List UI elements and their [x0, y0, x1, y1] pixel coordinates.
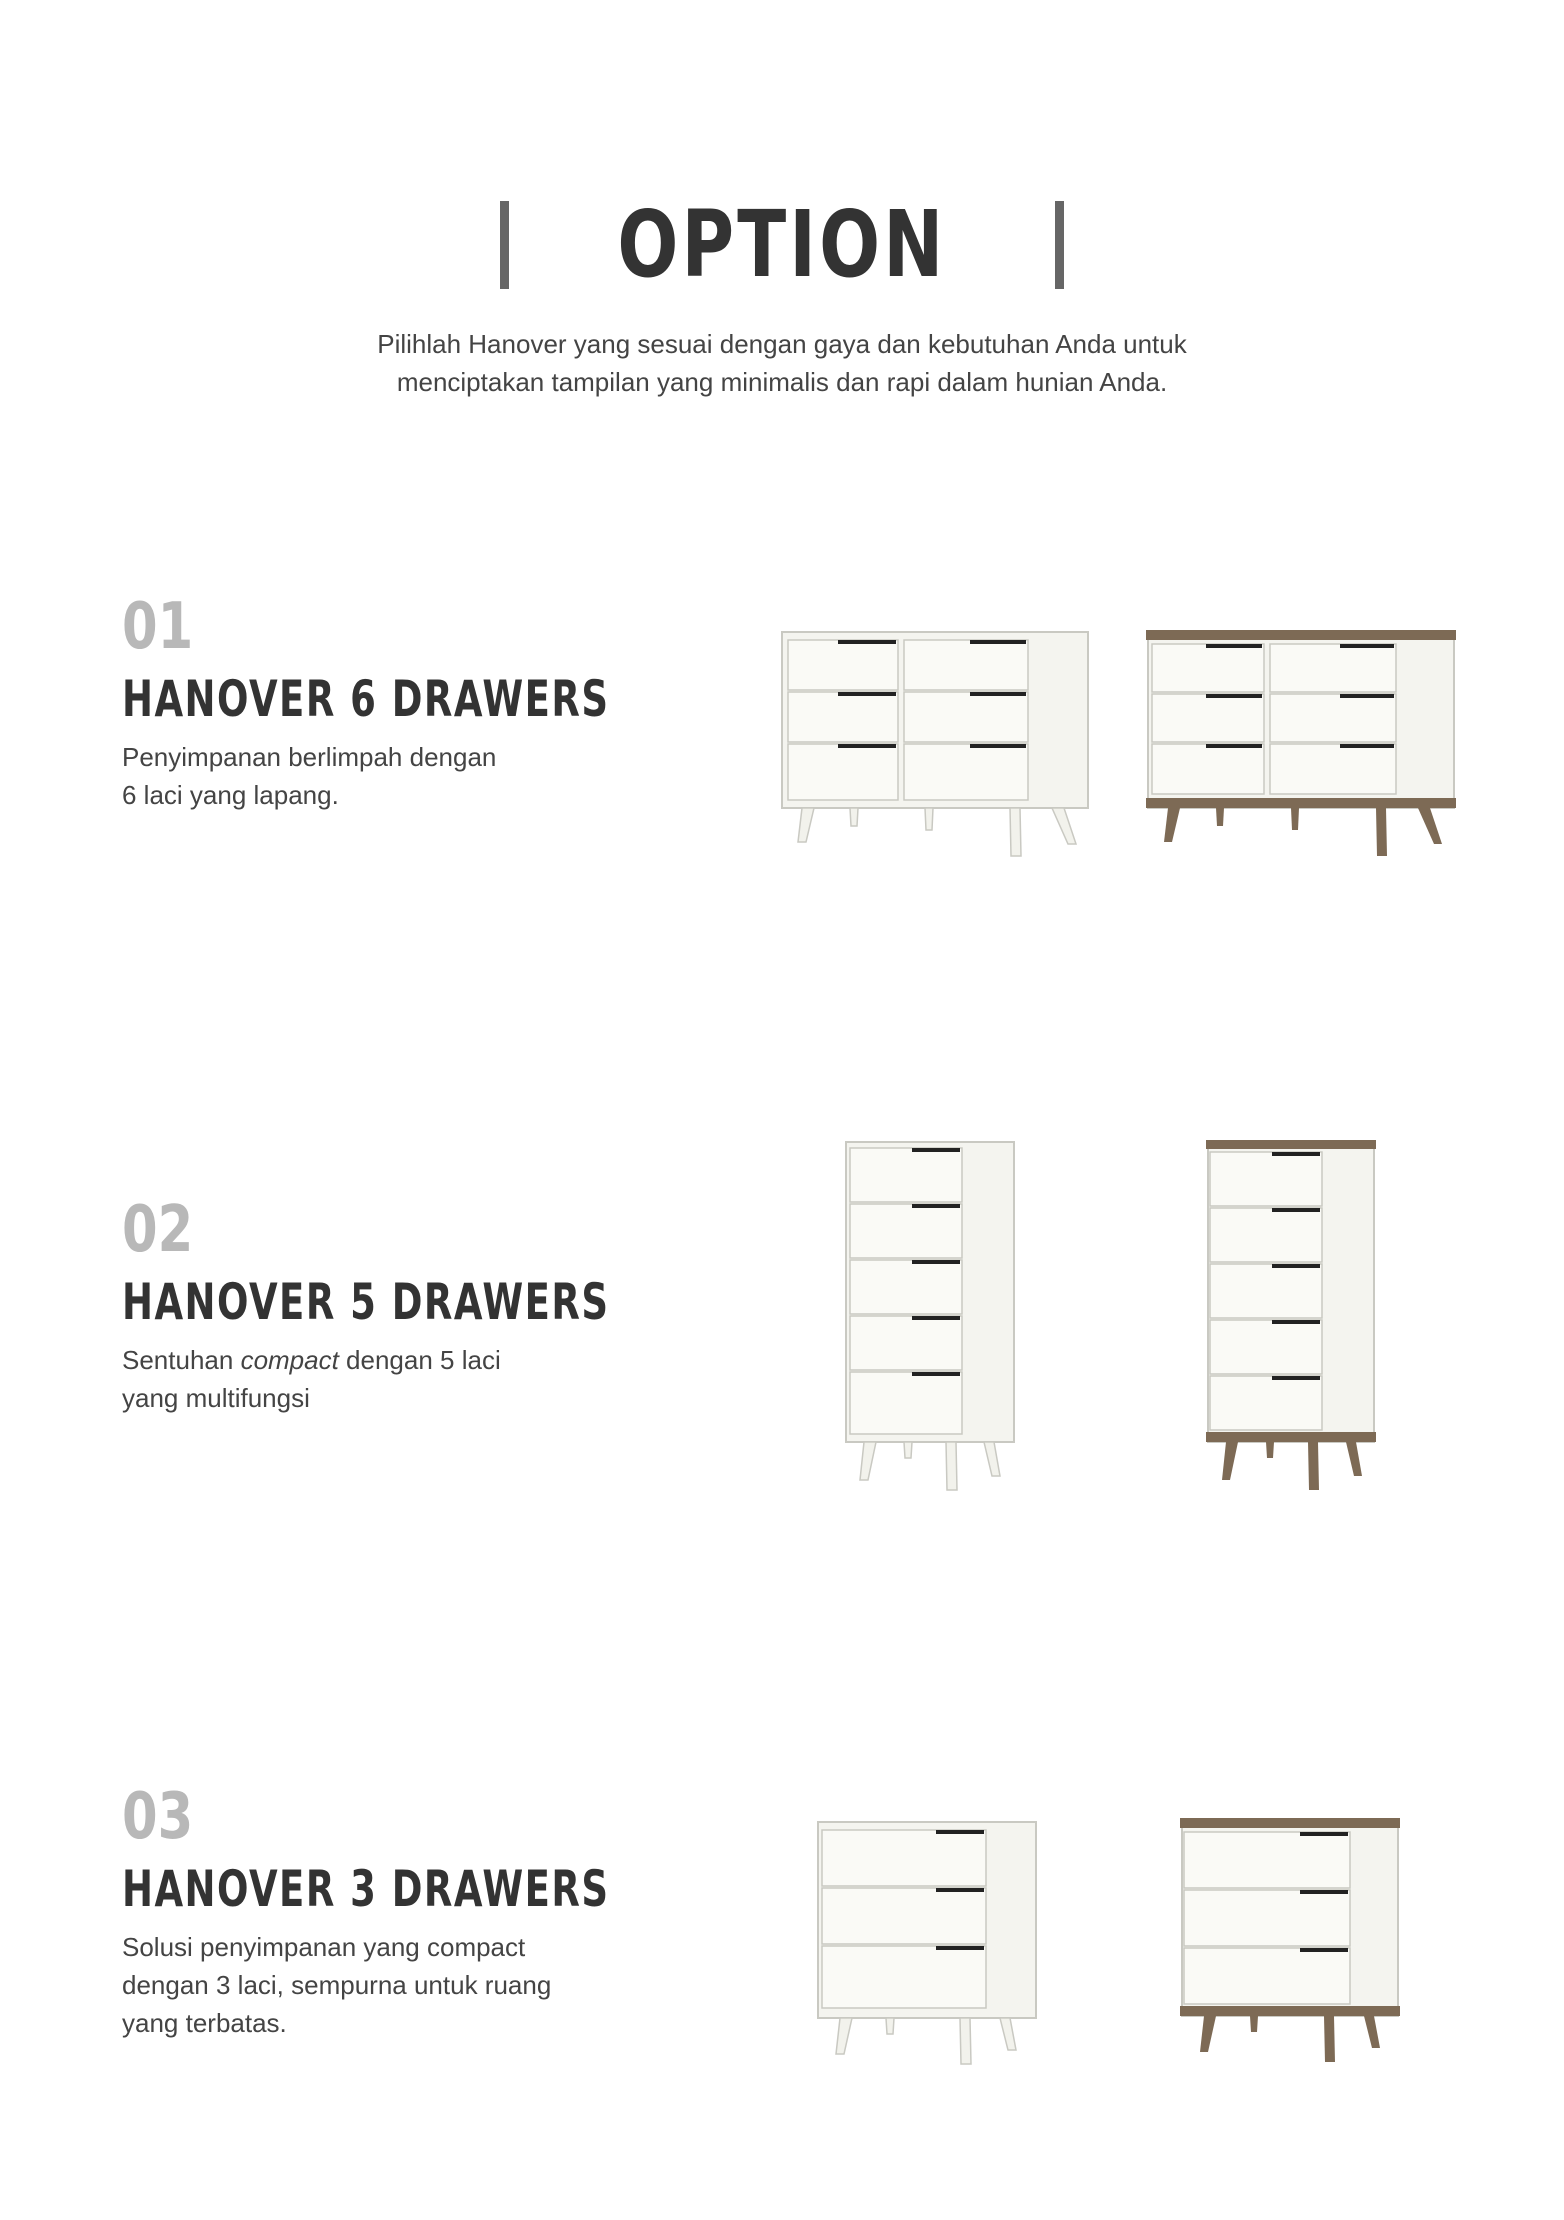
- page-header: [0, 191, 1564, 298]
- section-3-drawers: [122, 1782, 682, 2042]
- section-5-drawers: [122, 1195, 682, 1417]
- section-number: 01: [122, 590, 194, 664]
- section-6-drawers: [122, 592, 682, 814]
- product-image-5-drawers-white: [844, 1140, 1019, 1495]
- title-group: [500, 191, 1064, 298]
- product-name: HANOVER 6 DRAWERS: [122, 670, 610, 728]
- description-line-3: yang terbatas.: [122, 2008, 287, 2038]
- description-line-1: [122, 1341, 682, 1379]
- product-image-6-drawers-walnut: [1146, 630, 1456, 860]
- description-italic: compact: [240, 1345, 339, 1375]
- product-image-5-drawers-walnut: [1206, 1140, 1381, 1495]
- product-name: HANOVER 5 DRAWERS: [122, 1273, 610, 1331]
- product-image-3-drawers-walnut: [1180, 1818, 1405, 2068]
- intro-line-2: menciptakan tampilan yang minimalis dan rapi dalam hunian Anda.: [396, 367, 1168, 397]
- right-title-bar: [1055, 201, 1064, 289]
- description-line-1: Solusi penyimpanan yang compact: [122, 1932, 526, 1962]
- description-text: Sentuhan: [122, 1345, 241, 1375]
- product-description: [122, 1341, 682, 1417]
- product-name: HANOVER 3 DRAWERS: [122, 1860, 610, 1918]
- section-number: 03: [122, 1780, 194, 1854]
- left-title-bar: [500, 201, 509, 289]
- product-description: [122, 1928, 682, 2042]
- product-image-6-drawers-white: [780, 630, 1090, 860]
- description-line-2: yang multifungsi: [122, 1383, 310, 1413]
- section-number: 02: [122, 1193, 194, 1267]
- description-line-2: 6 laci yang lapang.: [122, 780, 339, 810]
- product-image-3-drawers-white: [816, 1820, 1041, 2070]
- description-line-1: Penyimpanan berlimpah dengan: [122, 742, 497, 772]
- description-line-2: dengan 3 laci, sempurna untuk ruang: [122, 1970, 552, 2000]
- description-text: dengan 5 laci: [338, 1345, 501, 1375]
- intro-text: [0, 325, 1564, 401]
- intro-line-1: Pilihlah Hanover yang sesuai dengan gaya dan kebutuhan Anda untuk: [377, 329, 1187, 359]
- product-description: [122, 738, 682, 814]
- page-title: OPTION: [617, 191, 947, 298]
